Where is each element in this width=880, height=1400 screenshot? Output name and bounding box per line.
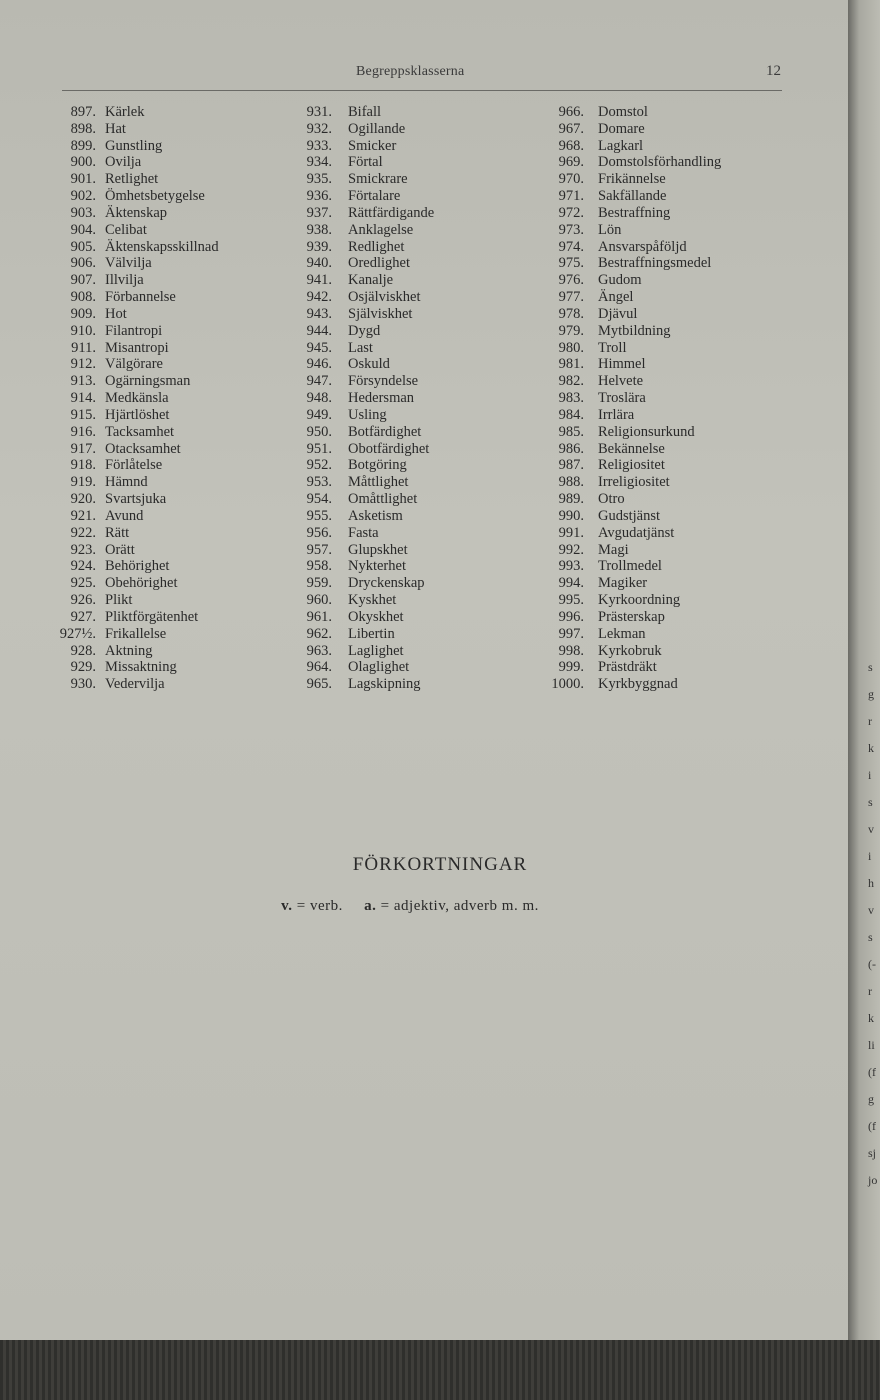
entry-number: 955. (306, 507, 332, 524)
entry-number: 912. (70, 356, 96, 373)
entry-term: Domstolsförhandling (598, 154, 722, 171)
abbr-text-adjective: = adjektiv, adverb m. m. (380, 898, 539, 914)
entry-number: 925. (70, 575, 96, 592)
entry-term: Förtal (348, 154, 383, 171)
entry-term: Svartsjuka (105, 491, 167, 508)
entry-number: 968. (558, 137, 584, 154)
entry-term: Retlighet (105, 171, 159, 188)
entry-number: 945. (306, 339, 332, 356)
entry-number: 940. (306, 255, 332, 272)
running-head: Begreppsklasserna (356, 64, 465, 79)
entry-number: 970. (558, 171, 584, 188)
entry-term: Djävul (598, 305, 638, 322)
entry-term: Gudom (598, 272, 642, 289)
entry-number: 911. (71, 339, 96, 356)
fragment-letter: sj (868, 1146, 877, 1160)
entry-number: 953. (306, 474, 332, 491)
entry-number: 972. (558, 204, 584, 221)
entry-term: Hjärtlöshet (105, 406, 170, 423)
entry-term: Pliktförgätenhet (105, 608, 199, 625)
entry-term: Helvete (598, 373, 644, 390)
entry-number: 946. (306, 356, 332, 373)
header-rule (62, 90, 782, 91)
entry-term: Äktenskapsskillnad (105, 238, 219, 255)
entry-number: 963. (306, 642, 332, 659)
entry-term: Dygd (348, 322, 381, 339)
entry-term: Bekännelse (598, 440, 665, 457)
entry-term: Försyndelse (348, 373, 419, 390)
entry-number: 975. (558, 255, 584, 272)
entry-number: 980. (558, 339, 584, 356)
entry-number: 928. (70, 642, 96, 659)
fragment-letter: i (868, 849, 872, 863)
entry-term: Celibat (105, 221, 147, 238)
entry-number: 1000. (551, 676, 584, 693)
fragment-letter: (f (868, 1119, 876, 1133)
fragment-letter: (- (868, 957, 876, 971)
entry-term: Hämnd (105, 474, 148, 491)
entry-number: 978. (558, 305, 584, 322)
entry-term: Rättfärdigande (348, 204, 435, 221)
entry-number: 993. (558, 558, 584, 575)
entry-term: Misantropi (105, 339, 169, 356)
fragment-letter: h (868, 876, 874, 890)
entry-number: 927. (70, 608, 96, 625)
scan-background (0, 1340, 880, 1400)
abbr-text-verb: = verb. (296, 898, 343, 914)
entry-term: Sakfällande (598, 188, 667, 205)
entry-number: 904. (70, 221, 96, 238)
entry-number: 960. (306, 592, 332, 609)
fragment-letter: s (868, 795, 873, 809)
entry-number: 897. (70, 104, 96, 120)
entry-term: Illvilja (105, 272, 144, 289)
abbreviations-line (0, 898, 820, 915)
entry-number: 936. (306, 188, 332, 205)
entry-term: Ängel (598, 289, 634, 306)
entry-term: Ogillande (348, 120, 406, 137)
entry-number: 933. (306, 137, 332, 154)
entry-term: Hedersman (348, 390, 415, 407)
page-number: 12 (766, 63, 781, 79)
entry-term: Avgudatjänst (598, 524, 675, 541)
entry-number: 989. (558, 491, 584, 508)
entry-number: 905. (70, 238, 96, 255)
entry-term: Smickrare (348, 171, 408, 188)
entry-number: 935. (306, 171, 332, 188)
entry-number: 900. (70, 154, 96, 171)
entry-term: Plikt (105, 592, 133, 609)
entry-number: 910. (70, 322, 96, 339)
entry-term: Redlighet (348, 238, 405, 255)
entry-term: Förlåtelse (105, 457, 163, 474)
entry-number: 918. (70, 457, 96, 474)
entry-term: Smicker (348, 137, 397, 154)
entry-term: Domstol (598, 104, 648, 120)
fragment-letter: v (868, 822, 874, 836)
entry-term: Kyrkobruk (598, 642, 662, 659)
entry-term: Hat (105, 120, 126, 137)
entry-term: Mytbildning (598, 322, 671, 339)
entry-term: Obotfärdighet (348, 440, 430, 457)
entry-number: 914. (70, 390, 96, 407)
entry-number: 982. (558, 373, 584, 390)
abbreviations-title: FÖRKORTNINGAR (352, 854, 528, 875)
entry-term: Botfärdighet (348, 423, 422, 440)
entry-term: Ogärningsman (105, 373, 191, 390)
entry-number: 973. (558, 221, 584, 238)
fragment-letter: r (868, 714, 872, 728)
entry-number: 998. (558, 642, 584, 659)
entry-term: Anklagelse (348, 221, 414, 238)
entry-number: 967. (558, 120, 584, 137)
entry-term: Lagkarl (598, 137, 644, 154)
entry-term: Obehörighet (105, 575, 178, 592)
entry-number: 977. (558, 289, 584, 306)
entry-term: Lagskipning (348, 676, 421, 693)
entry-number: 995. (558, 592, 584, 609)
fragment-letter: (f (868, 1065, 876, 1079)
entry-term: Himmel (598, 356, 646, 373)
entry-term: Måttlighet (348, 474, 409, 491)
entry-number: 981. (558, 356, 584, 373)
entry-number: 943. (306, 305, 332, 322)
entry-number: 957. (306, 541, 332, 558)
entry-term: Bestraffning (598, 204, 671, 221)
fragment-letter: g (868, 1092, 874, 1106)
entry-term: Fasta (348, 524, 379, 541)
entry-number: 920. (70, 491, 96, 508)
entry-term: Behörighet (105, 558, 170, 575)
fragment-letter: i (868, 768, 872, 782)
entry-number: 984. (558, 406, 584, 423)
entry-term: Lön (598, 221, 622, 238)
entry-number: 966. (558, 104, 584, 120)
entry-number: 969. (558, 154, 584, 171)
entry-term: Äktenskap (105, 204, 168, 221)
entry-term: Last (348, 339, 373, 356)
entry-number: 913. (70, 373, 96, 390)
entry-number: 921. (70, 507, 96, 524)
entry-term: Avund (105, 507, 144, 524)
entry-number: 917. (70, 440, 96, 457)
entry-term: Rätt (105, 524, 130, 541)
entry-term: Tacksamhet (105, 423, 175, 440)
entry-number: 909. (70, 305, 96, 322)
entry-term: Lekman (598, 625, 646, 642)
entry-term: Bestraffningsmedel (598, 255, 712, 272)
entry-term: Nykterhet (348, 558, 406, 575)
entry-term: Ansvarspåföljd (598, 238, 687, 255)
entry-term: Oredlighet (348, 255, 411, 272)
entry-term: Orätt (105, 541, 135, 558)
entry-number: 956. (306, 524, 332, 541)
fragment-letter: v (868, 903, 874, 917)
entry-term: Kyrkoordning (598, 592, 681, 609)
entry-number: 950. (306, 423, 332, 440)
entry-term: Välvilja (105, 255, 152, 272)
entry-number: 931. (306, 104, 332, 120)
entry-number: 941. (306, 272, 332, 289)
fragment-letter: jo (868, 1173, 878, 1187)
entry-term: Otacksamhet (105, 440, 181, 457)
entry-term: Prästdräkt (598, 659, 657, 676)
entry-term: Irreligiositet (598, 474, 670, 491)
entry-term: Aktning (105, 642, 153, 659)
abbr-key-adjective: a. (364, 898, 377, 914)
entry-term: Libertin (348, 625, 395, 642)
entry-term: Botgöring (348, 457, 407, 474)
entry-number: 947. (306, 373, 332, 390)
entry-term: Vedervilja (105, 676, 165, 693)
entry-term: Okyskhet (348, 608, 404, 625)
entry-number: 923. (70, 541, 96, 558)
entry-number: 951. (306, 440, 332, 457)
entry-term: Filantropi (105, 322, 163, 339)
entry-number: 938. (306, 221, 332, 238)
entry-number: 991. (558, 524, 584, 541)
entry-term: Oskuld (348, 356, 390, 373)
fragment-letter: k (868, 1011, 874, 1025)
entry-number: 954. (306, 491, 332, 508)
entry-number: 990. (558, 507, 584, 524)
entry-number: 987. (558, 457, 584, 474)
adjacent-page-fragments (862, 660, 880, 1220)
entry-number: 999. (558, 659, 584, 676)
abbr-key-verb: v. (281, 898, 293, 914)
entry-number: 903. (70, 204, 96, 221)
fragment-letter: g (868, 687, 874, 701)
entry-term: Frikännelse (598, 171, 666, 188)
entry-number: 937. (306, 204, 332, 221)
entry-term: Magi (598, 541, 629, 558)
entry-number: 997. (558, 625, 584, 642)
entry-number: 924. (70, 558, 96, 575)
entry-number: 944. (306, 322, 332, 339)
entry-term: Omåttlighet (348, 491, 418, 508)
entry-number: 915. (70, 406, 96, 423)
entry-term: Osjälviskhet (348, 289, 421, 306)
entry-number: 939. (306, 238, 332, 255)
entry-number: 942. (306, 289, 332, 306)
entry-number: 985. (558, 423, 584, 440)
entry-number: 908. (70, 289, 96, 306)
entry-number: 986. (558, 440, 584, 457)
entry-number: 930. (70, 676, 96, 693)
entry-term: Religionsurkund (598, 423, 695, 440)
entry-term: Medkänsla (105, 390, 169, 407)
entry-number: 958. (306, 558, 332, 575)
entry-term: Otro (598, 491, 625, 508)
entry-term: Kanalje (348, 272, 394, 289)
entry-term: Magiker (598, 575, 648, 592)
entry-number: 979. (558, 322, 584, 339)
entry-number: 906. (70, 255, 96, 272)
entry-term: Olaglighet (348, 659, 410, 676)
entry-term: Laglighet (348, 642, 404, 659)
entry-term: Kyrkbyggnad (598, 676, 678, 693)
entry-term: Domare (598, 120, 645, 137)
entry-number: 949. (306, 406, 332, 423)
entry-number: 976. (558, 272, 584, 289)
entry-number: 902. (70, 188, 96, 205)
entry-term: Förtalare (348, 188, 401, 205)
entry-number: 948. (306, 390, 332, 407)
entry-term: Välgörare (105, 356, 163, 373)
entry-number: 929. (70, 659, 96, 676)
entry-number: 959. (306, 575, 332, 592)
entry-term: Troslära (598, 390, 646, 407)
entry-number: 965. (306, 676, 332, 693)
entry-term: Frikallelse (105, 625, 167, 642)
entry-number: 996. (558, 608, 584, 625)
entry-term: Gudstjänst (598, 507, 661, 524)
entry-number: 994. (558, 575, 584, 592)
fragment-letter: s (868, 930, 873, 944)
fragment-letter: k (868, 741, 874, 755)
entry-term: Asketism (348, 507, 403, 524)
entry-number: 922. (70, 524, 96, 541)
entry-number: 907. (70, 272, 96, 289)
entry-number: 971. (558, 188, 584, 205)
entry-number: 962. (306, 625, 332, 642)
entry-number: 992. (558, 541, 584, 558)
entry-number: 927½. (59, 625, 96, 642)
entry-term: Förbannelse (105, 289, 176, 306)
entry-number: 916. (70, 423, 96, 440)
entry-term: Ömhetsbetygelse (105, 188, 205, 205)
entry-term: Kyskhet (348, 592, 397, 609)
entry-number: 934. (306, 154, 332, 171)
entry-term: Bifall (348, 104, 382, 120)
entry-term: Själviskhet (348, 305, 413, 322)
fragment-letter: r (868, 984, 872, 998)
entry-term: Hot (105, 305, 127, 322)
entry-term: Irrlära (598, 406, 635, 423)
entry-number: 974. (558, 238, 584, 255)
entry-number: 901. (70, 171, 96, 188)
entry-number: 983. (558, 390, 584, 407)
entry-term: Dryckenskap (348, 575, 425, 592)
entry-number: 898. (70, 120, 96, 137)
entry-number: 961. (306, 608, 332, 625)
entry-number: 952. (306, 457, 332, 474)
fragment-letter: s (868, 660, 873, 674)
entry-number: 988. (558, 474, 584, 491)
entry-term: Ovilja (105, 154, 142, 171)
entry-number: 899. (70, 137, 96, 154)
entry-term: Usling (348, 406, 387, 423)
entry-term: Religiositet (598, 457, 665, 474)
entry-term: Glupskhet (348, 541, 408, 558)
entry-number: 919. (70, 474, 96, 491)
entry-term: Prästerskap (598, 608, 665, 625)
entry-term: Troll (598, 339, 627, 356)
entry-term: Missaktning (105, 659, 177, 676)
entry-number: 932. (306, 120, 332, 137)
entry-term: Gunstling (105, 137, 163, 154)
entry-term: Trollmedel (598, 558, 662, 575)
entry-term: Kärlek (105, 104, 145, 120)
fragment-letter: li (868, 1038, 875, 1052)
entry-number: 964. (306, 659, 332, 676)
entry-number: 926. (70, 592, 96, 609)
